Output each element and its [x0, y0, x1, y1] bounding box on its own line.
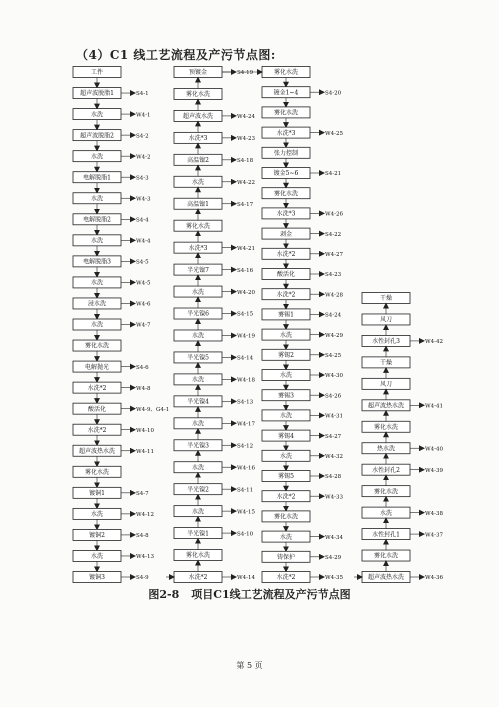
pollutant-code: S4-17 — [237, 201, 254, 208]
process-step-label: 水洗 — [191, 464, 205, 472]
process-step-label: 高温镍1 — [187, 200, 209, 208]
pollutant-code: W4-15 — [237, 509, 256, 516]
pollutant-code: W4-16 — [237, 465, 256, 472]
process-step-label: 雾化水洗 — [373, 488, 399, 496]
pollutant-code: W4-42 — [425, 339, 444, 346]
pollutant-code: W4-1 — [136, 112, 151, 119]
pollutant-code: S4-6 — [136, 364, 149, 371]
pollutant-code: W4-39 — [425, 467, 444, 474]
pollutant-code: S4-3 — [136, 175, 149, 182]
pollutant-code: S4-23 — [325, 272, 342, 279]
process-step-label: 雾化水洗 — [185, 222, 211, 230]
pollutant-code: S4-4 — [136, 217, 149, 224]
process-step-label: 水洗 — [90, 553, 104, 561]
pollutant-code: W4-24 — [237, 114, 256, 121]
pollutant-code: W4-33 — [325, 494, 344, 501]
pollutant-code: S4-10 — [237, 531, 254, 538]
process-step-label: 干燥 — [379, 359, 393, 367]
pollutant-code: S4-24 — [325, 312, 342, 319]
process-step-label: 水洗*3 — [188, 244, 208, 252]
process-step-label: 水洗 — [191, 178, 205, 186]
process-step-label: 水洗*2 — [276, 251, 296, 258]
process-step-label: 镀金1~4 — [273, 89, 299, 97]
pollutant-code: W4-9、G4-1 — [136, 406, 170, 413]
pollutant-code: S4-19 — [237, 70, 254, 77]
process-step-label: 水洗*2 — [276, 291, 296, 299]
pollutant-code: S4-22 — [325, 231, 342, 238]
process-step-label: 水洗 — [90, 321, 104, 329]
process-step-label: 酸活化 — [87, 405, 107, 413]
pollutant-code: W4-3 — [136, 196, 151, 203]
pollutant-code: W4-25 — [325, 130, 344, 137]
pollutant-code: S4-27 — [325, 433, 342, 440]
process-step-label: 水洗*3 — [188, 135, 208, 143]
process-step-label: 电解抛光 — [84, 363, 110, 371]
pollutant-code: W4-7 — [136, 322, 151, 329]
pollutant-code: W4-2 — [136, 154, 151, 161]
process-step-label: 雾化水洗 — [185, 552, 211, 560]
pollutant-code: S4-18 — [237, 158, 254, 165]
process-step-label: 镀金5~6 — [273, 170, 299, 178]
process-step-label: 电解脱脂3 — [83, 258, 111, 266]
pollutant-code: W4-23 — [237, 136, 256, 143]
process-step-label: 水洗 — [279, 533, 293, 541]
process-step-label: 水洗 — [90, 153, 104, 161]
process-step-label: 雾化水洗 — [273, 109, 299, 117]
process-step-label: 水洗*2 — [87, 384, 107, 392]
pollutant-code: W4-13 — [136, 554, 155, 561]
process-step-label: 水洗*3 — [276, 129, 296, 137]
process-step-label: 电解脱脂1 — [83, 174, 111, 182]
process-step-label: 水洗 — [90, 237, 104, 245]
pollutant-code: W4-10 — [136, 427, 155, 434]
pollutant-code: S4-13 — [237, 399, 254, 406]
page-number: 第 5 页 — [236, 661, 263, 670]
process-step-label: 水洗 — [90, 111, 104, 119]
pollutant-code: S4-15 — [237, 311, 254, 318]
pollutant-code: W4-8 — [136, 385, 151, 392]
section-heading: （4）C1 线工艺流程及产污节点图: — [76, 48, 276, 62]
process-step-label: 干燥 — [379, 295, 393, 303]
pollutant-code: S4-8 — [136, 533, 149, 540]
process-step-label: 水洗 — [379, 509, 393, 517]
pollutant-code: S4-29 — [325, 555, 342, 561]
process-step-label: 雾锡1 — [278, 311, 294, 319]
process-step-label: 水洗 — [191, 288, 205, 296]
process-step-label: 半光镍2 — [187, 486, 209, 494]
figure-number: 图2-8 — [148, 588, 180, 601]
pollutant-code: W4-34 — [325, 534, 344, 541]
process-step-label: 浸水洗 — [87, 300, 107, 308]
pollutant-code: W4-5 — [136, 280, 151, 287]
process-step-label: 雾化水洗 — [373, 552, 399, 560]
process-step-label: 工件 — [90, 69, 104, 77]
pollutant-code: W4-40 — [425, 446, 444, 453]
process-step-label: 超声波水洗 — [182, 113, 214, 121]
process-step-label: 电解脱脂2 — [83, 216, 111, 224]
pollutant-code: W4-28 — [325, 292, 344, 299]
process-step-label: 半光镍5 — [187, 354, 209, 362]
pollutant-code: W4-19 — [237, 333, 256, 340]
process-step-label: 张力控制 — [273, 150, 299, 157]
process-step-label: 镀铜3 — [89, 574, 105, 582]
figure-title: 项目C1线工艺流程及产污节点图 — [191, 588, 351, 601]
process-step-label: 水洗 — [279, 412, 293, 420]
process-step-label: 热水洗 — [376, 445, 396, 453]
process-step-label: 镀铜1 — [89, 490, 105, 498]
process-step-label: 水洗 — [191, 508, 205, 516]
pollutant-code: W4-26 — [325, 211, 344, 218]
pollutant-code: S4-1 — [136, 91, 149, 98]
pollutant-code: S4-2 — [136, 133, 149, 140]
process-step-label: 铸保护 — [276, 554, 296, 561]
process-step-label: 水洗 — [90, 511, 104, 519]
process-step-label: 雾化水洗 — [273, 513, 299, 521]
process-step-label: 半光镍7 — [187, 266, 209, 274]
process-step-label: 水洗 — [191, 376, 205, 384]
process-step-label: 水洗 — [90, 195, 104, 203]
pollutant-code: W4-20 — [237, 289, 256, 296]
process-step-label: 水洗 — [279, 331, 293, 339]
pollutant-code: S4-9 — [136, 575, 149, 582]
process-step-label: 酸活化 — [276, 271, 296, 279]
process-step-label: 半光镍1 — [187, 530, 209, 538]
pollutant-code: W4-22 — [237, 179, 256, 186]
process-step-label: 超声波热水洗 — [78, 447, 116, 455]
pollutant-code: S4-11 — [237, 487, 254, 494]
pollutant-code: W4-38 — [425, 510, 444, 517]
process-step-label: 雾锡2 — [278, 352, 294, 359]
process-step-label: 水洗*2 — [188, 574, 208, 582]
pollutant-code: W4-29 — [325, 332, 344, 339]
pollutant-code: W4-31 — [325, 413, 344, 420]
process-step-label: 雾锡5 — [278, 473, 294, 481]
process-step-label: 水洗*2 — [87, 426, 107, 434]
pollutant-code: W4-6 — [136, 301, 151, 308]
pollutant-code: W4-32 — [325, 454, 344, 460]
pollutant-code: S4-7 — [136, 491, 149, 498]
process-step-label: 水洗 — [191, 332, 205, 340]
process-step-label: 水洗 — [279, 453, 293, 460]
process-step-label: 雾化水洗 — [84, 468, 110, 476]
pollutant-code: S4-12 — [237, 443, 254, 450]
pollutant-code: S4-16 — [237, 267, 254, 274]
pollutant-code: W4-17 — [237, 421, 256, 428]
pollutant-code: W4-14 — [237, 575, 256, 582]
pollutant-code: S4-25 — [325, 353, 342, 359]
pollutant-code: S4-14 — [237, 355, 254, 362]
process-step-label: 超声波脱脂2 — [80, 132, 114, 140]
pollutant-code: W4-35 — [325, 575, 344, 582]
process-step-label: 半光镍4 — [187, 398, 209, 406]
process-step-label: 水洗*2 — [276, 493, 296, 501]
pollutant-code: W4-12 — [136, 512, 155, 519]
figure-caption — [0, 586, 499, 602]
process-step-label: 水洗*2 — [276, 574, 296, 582]
pollutant-code: S4-5 — [136, 259, 149, 266]
process-step-label: 水洗 — [191, 420, 205, 428]
pollutant-code: W4-27 — [325, 252, 344, 258]
pollutant-code: S4-21 — [325, 171, 342, 178]
process-step-label: 风刀 — [379, 316, 393, 324]
process-step-label: 预镀金 — [188, 69, 208, 77]
process-step-label: 水洗 — [90, 279, 104, 287]
pollutant-code: W4-41 — [425, 403, 444, 410]
process-step-label: 超声波热水洗 — [367, 402, 405, 410]
process-step-label: 雾锡4 — [278, 432, 294, 440]
process-step-label: 水性封孔2 — [372, 466, 400, 474]
process-step-label: 水性封孔1 — [372, 531, 400, 539]
process-step-label: 镀铜2 — [89, 532, 105, 540]
pollutant-code: W4-11 — [136, 448, 155, 455]
pollutant-code: W4-30 — [325, 373, 344, 380]
process-step-label: 超声波脱脂1 — [80, 90, 114, 98]
process-step-label: 雾化水洗 — [373, 423, 399, 431]
process-step-label: 剥金 — [279, 230, 293, 238]
process-step-label: 雾化水洗 — [273, 190, 299, 198]
pollutant-code: S4-28 — [325, 474, 342, 481]
process-step-label: 雾锡3 — [278, 392, 294, 400]
process-step-label: 高温镍2 — [187, 157, 209, 165]
process-step-label: 水性封孔3 — [372, 338, 400, 346]
process-step-label: 半光镍3 — [187, 442, 209, 450]
process-step-label: 水洗*3 — [276, 210, 296, 218]
process-step-label: 风刀 — [379, 381, 393, 389]
pollutant-code: W4-21 — [237, 245, 256, 252]
process-step-label: 半光镍6 — [187, 310, 209, 318]
process-step-label: 水洗 — [279, 372, 293, 380]
process-step-label: 雾化水洗 — [273, 69, 299, 77]
pollutant-code: S4-20 — [325, 90, 342, 97]
pollutant-code: W4-36 — [425, 575, 444, 582]
pollutant-code: W4-18 — [237, 377, 256, 384]
pollutant-code: S4-26 — [325, 393, 342, 400]
process-step-label: 雾化水洗 — [185, 91, 211, 99]
process-step-label: 超声波热水洗 — [367, 574, 405, 582]
pollutant-code: W4-37 — [425, 532, 444, 539]
pollutant-code: W4-4 — [136, 238, 151, 245]
process-step-label: 雾化水洗 — [84, 342, 110, 350]
